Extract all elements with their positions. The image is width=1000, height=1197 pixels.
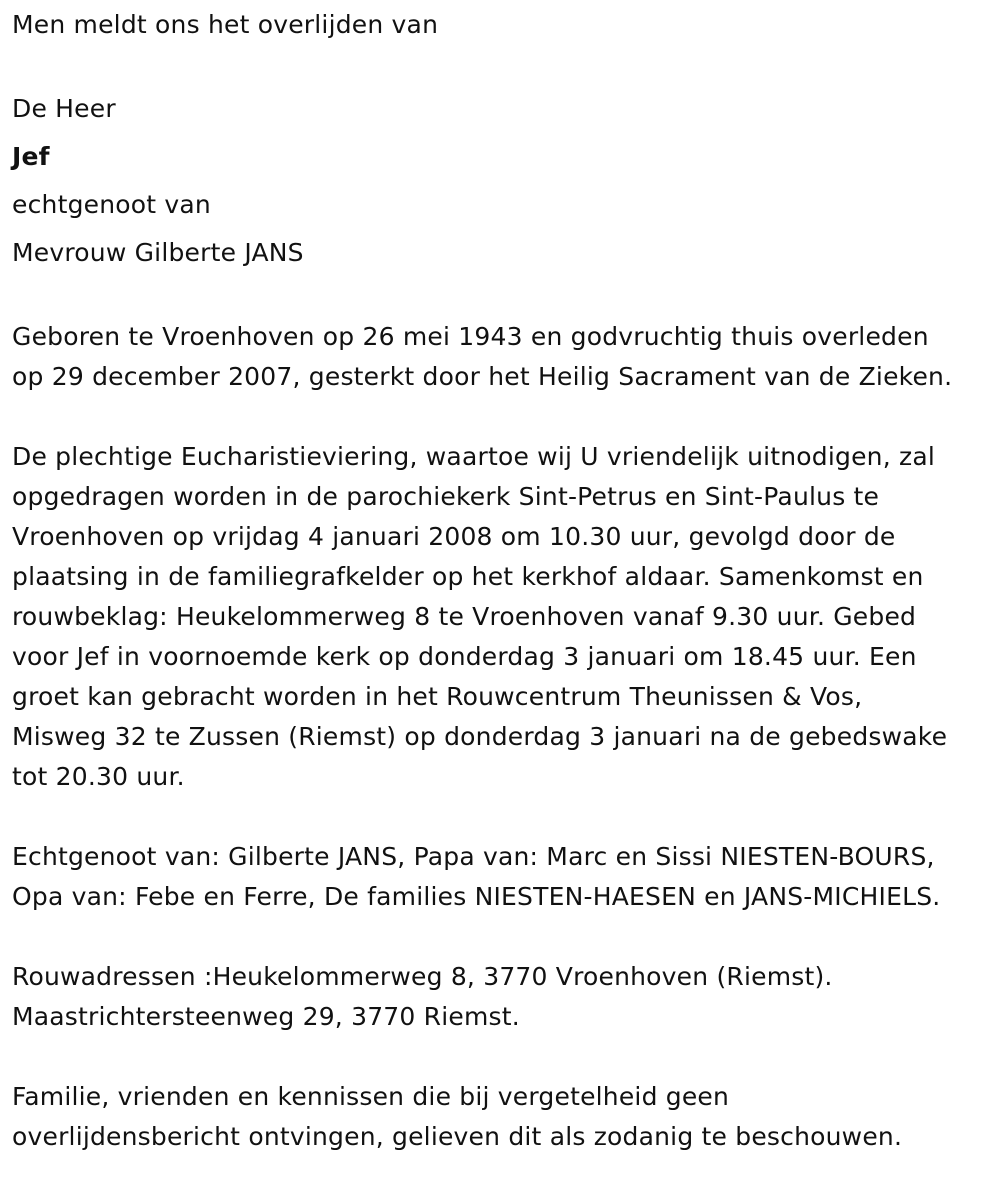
intro-text: Men meldt ons het overlijden van [12, 10, 439, 39]
family-paragraph [12, 837, 997, 917]
closing-paragraph [12, 1077, 997, 1157]
text-line: De plechtige Eucharistieviering, waartoe wij U vriendelijk uitnodigen, zal [12, 442, 935, 471]
text-line: groet kan gebracht worden in het Rouwcentrum Theunissen & Vos, [12, 682, 863, 711]
death-notice [12, 5, 997, 1197]
person-title: De Heer [12, 94, 116, 123]
intro-paragraph [12, 5, 997, 45]
text-line: opgedragen worden in de parochiekerk Sint-Petrus en Sint-Paulus te [12, 482, 880, 511]
addresses-paragraph [12, 957, 997, 1037]
text-line: Geboren te Vroenhoven op 26 mei 1943 en godvruchtig thuis overleden [12, 322, 929, 351]
text-line: Echtgenoot van: Gilberte JANS, Papa van: Marc en Sissi NIESTEN-BOURS, [12, 842, 935, 871]
text-line: voor Jef in voornoemde kerk op donderdag 3 januari om 18.45 uur. Een [12, 642, 917, 671]
text-line: Misweg 32 te Zussen (Riemst) op donderdag 3 januari na de gebedswake [12, 722, 948, 751]
text-line: plaatsing in de familiegrafkelder op het kerkhof aldaar. Samenkomst en [12, 562, 924, 591]
spouse-name: Mevrouw Gilberte JANS [12, 238, 304, 267]
birth-death-paragraph [12, 317, 997, 397]
text-line: Rouwadressen :Heukelommerweg 8, 3770 Vroenhoven (Riemst). [12, 962, 833, 991]
text-line: Opa van: Febe en Ferre, De families NIESTEN-HAESEN en JANS-MICHIELS. [12, 882, 941, 911]
ceremony-paragraph [12, 437, 997, 797]
text-line: op 29 december 2007, gesterkt door het Heilig Sacrament van de Zieken. [12, 362, 953, 391]
person-name: Jef [12, 142, 50, 171]
text-line: overlijdensbericht ontvingen, gelieven dit als zodanig te beschouwen. [12, 1122, 903, 1151]
text-line: tot 20.30 uur. [12, 762, 185, 791]
text-line: Maastrichtersteenweg 29, 3770 Riemst. [12, 1002, 520, 1031]
text-line: rouwbeklag: Heukelommerweg 8 te Vroenhoven vanaf 9.30 uur. Gebed [12, 602, 917, 631]
text-line: Vroenhoven op vrijdag 4 januari 2008 om 10.30 uur, gevolgd door de [12, 522, 896, 551]
person-block [12, 85, 997, 277]
person-relation: echtgenoot van [12, 190, 211, 219]
text-line: Familie, vrienden en kennissen die bij vergetelheid geen [12, 1082, 730, 1111]
